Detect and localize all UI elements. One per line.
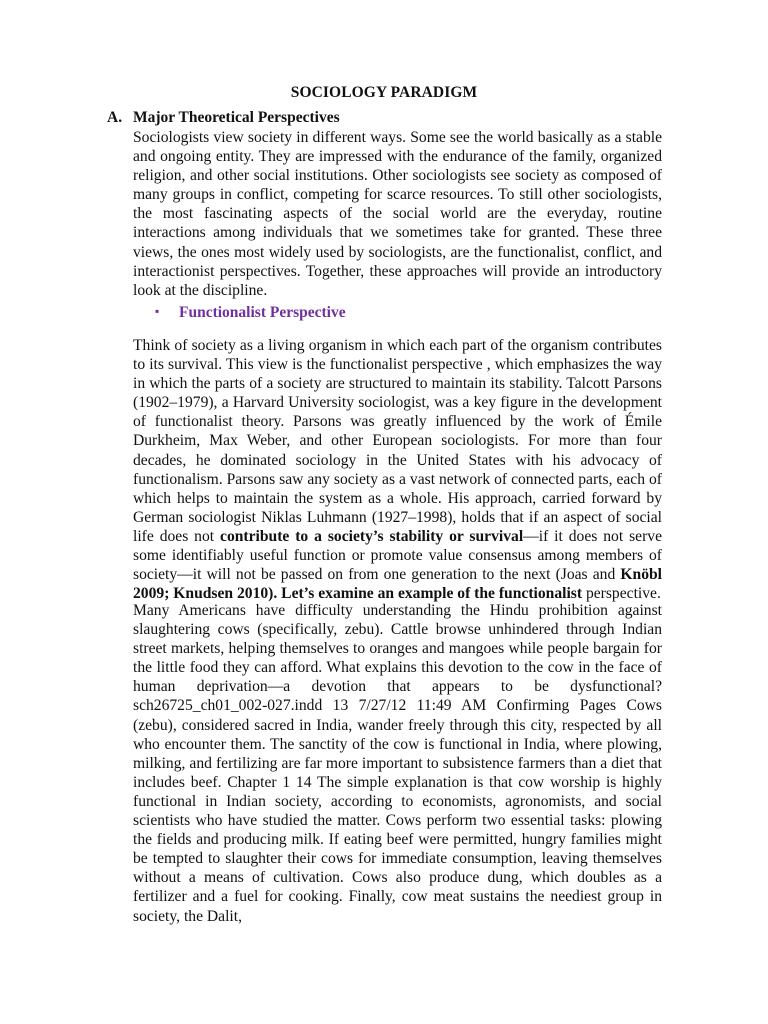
subsection-heading-text: Functionalist Perspective — [179, 304, 346, 321]
functionalist-bold-phrase-1: contribute to a society’s stability or survival — [220, 527, 524, 545]
document-title: SOCIOLOGY PARADIGM — [290, 84, 478, 101]
subsection-heading — [155, 304, 346, 322]
section-heading-text: Major Theoretical Perspectives — [133, 109, 340, 126]
square-bullet-icon: ▪ — [155, 304, 160, 318]
functionalist-bold-phrase-2: Knöbl 2009; Knudsen 2010). Let’s examine an example of the functionalist — [133, 566, 662, 603]
section-label: A. — [107, 109, 123, 126]
intro-paragraph: Sociologists view society in different ways. Some see the world basically as a stable and ongoing entity. They are impressed with the endurance of the family, organized religion, and other social institutions. Other sociologists see society as composed of many groups in conflict, competing for scarce resources. To still other sociologists, the most fascinating aspects of the social world are the everyday, routine interactions among individuals that we sometimes take for granted. These three views, the ones most widely used by sociologists, are the functionalist, conflict, and interactionist perspectives. Together, these approaches will provide an introductory look at the discipline. — [133, 129, 662, 299]
functionalist-text-part-3: perspective. — [582, 585, 661, 603]
functionalist-text-part-2: —if it does not serve some identifiably useful function or promote value consensus among members of society—it will not be passed on from one generation to the next (Joas and — [133, 527, 662, 584]
section-heading — [107, 109, 340, 127]
functionalist-paragraph — [133, 336, 662, 603]
functionalist-text-part-1: Think of society as a living organism in which each part of the organism contributes to its survival. This view is the functionalist perspective , which emphasizes the way in which the parts of a society are structured to maintain its stability. Talcott Parsons (1902–1979), a Harvard University sociologist, was a key figure in the development of functionalist theory. Parsons was greatly influenced by the work of Émile Durkheim, Max Weber, and other European sociologists. For more than four decades, he dominated sociology in the United States with his advocacy of functionalism. Parsons saw any society as a vast network of connected parts, each of which helps to maintain the system as a whole. His approach, carried forward by German sociologist Niklas Luhmann (1927–1998), holds that if an aspect of social life does not — [133, 337, 662, 545]
cow-example-paragraph: Many Americans have difficulty understanding the Hindu prohibition against slaughtering cows (specifically, zebu). Cattle browse unhindered through Indian street markets, helping themselves to oranges and mangoes while people bargain for the little food they can afford. What explains this devotion to the cow in the face of human deprivation—a devotion that appears to be dysfunctional? sch26725_ch01_002-027.indd 13 7/27/12 11:49 AM Confirming Pages Cows (zebu), considered sacred in India, wander freely through this city, respected by all who encounter them. The sanctity of the cow is functional in India, where plowing, milking, and fertilizing are far more important to subsistence farmers than a diet that includes beef. Chapter 1 14 The simple explanation is that cow worship is highly functional in Indian society, according to economists, agronomists, and social scientists who have studied the matter. Cows perform two essential tasks: plowing the fields and producing milk. If eating beef were permitted, hungry families might be tempted to slaughter their cows for immediate consumption, leaving themselves without a means of cultivation. Cows also produce dung, which doubles as a fertilizer and a fuel for cooking. Finally, cow meat sustains the neediest group in society, the Dalit, — [133, 602, 662, 925]
